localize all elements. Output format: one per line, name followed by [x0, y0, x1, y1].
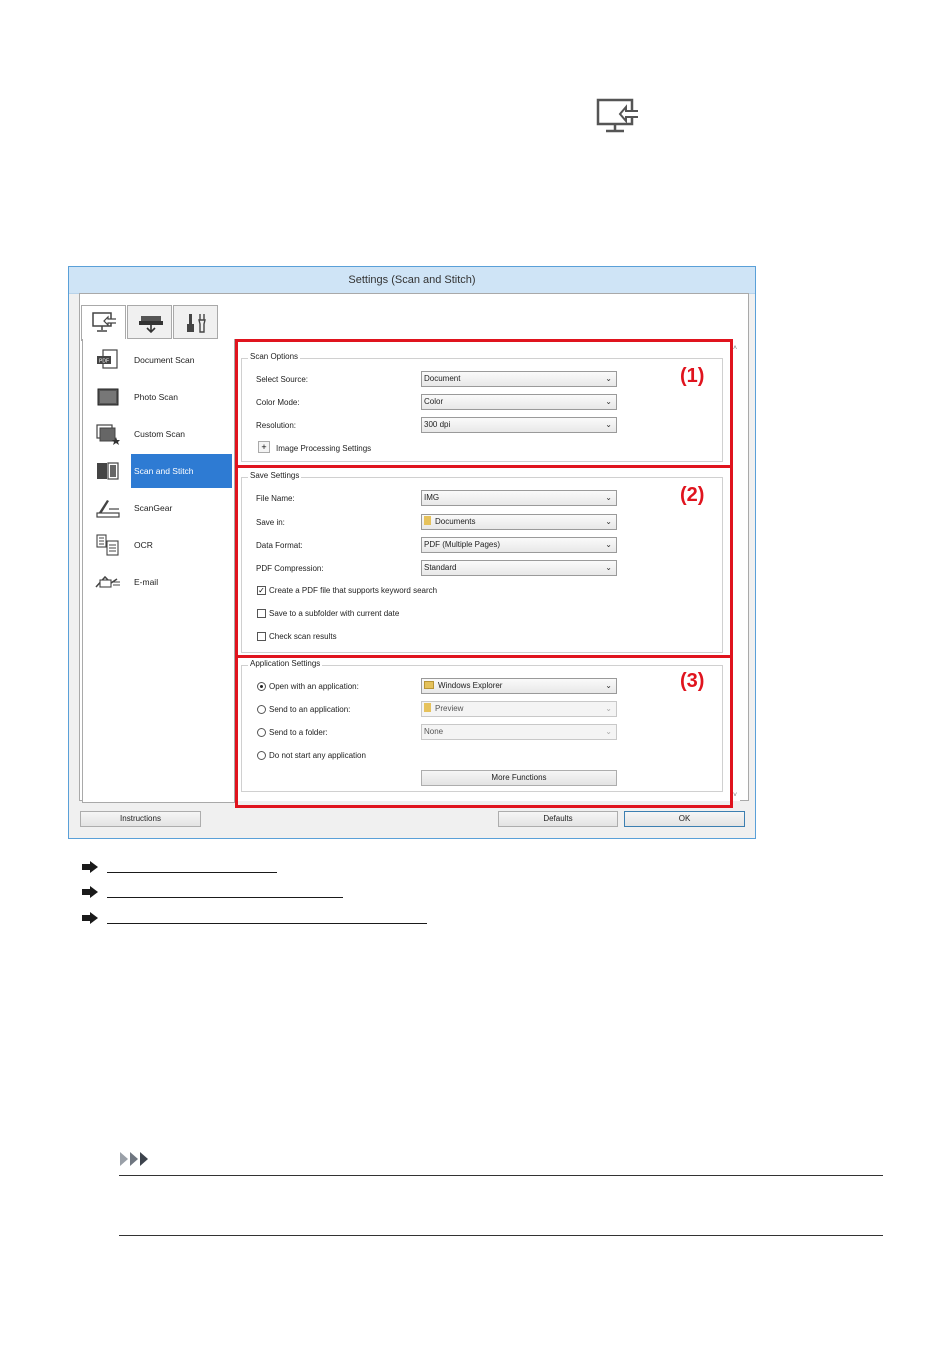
- save-in-label: Save in:: [256, 518, 285, 527]
- more-functions-button[interactable]: More Functions: [421, 770, 617, 786]
- instructions-button[interactable]: Instructions: [80, 811, 201, 827]
- ok-button[interactable]: OK: [624, 811, 745, 827]
- scroll-down-arrow[interactable]: ˅: [733, 792, 738, 799]
- chevron-down-icon: ⌄: [605, 420, 612, 429]
- scan-options-title: Scan Options: [250, 352, 299, 361]
- image-processing-label: Image Processing Settings: [276, 444, 372, 453]
- ocr-icon: [95, 534, 121, 556]
- sidebar-item-label: OCR: [134, 540, 153, 550]
- sidebar-item-label: Custom Scan: [134, 429, 186, 439]
- sidebar-item-custom-scan[interactable]: [83, 417, 235, 451]
- send-to-folder-label: Send to a folder:: [269, 728, 328, 737]
- callout-label-3: (3): [680, 670, 705, 692]
- chevron-down-icon: ⌄: [605, 727, 612, 736]
- select-source-label: Select Source:: [256, 375, 309, 384]
- data-format-label: Data Format:: [256, 541, 303, 550]
- chevron-down-icon: ⌄: [605, 540, 612, 549]
- open-with-application-label: Open with an application:: [269, 682, 359, 691]
- document-scan-icon: [95, 349, 121, 371]
- arrow-right-icon: [82, 861, 98, 873]
- link-underline[interactable]: [107, 897, 343, 898]
- scroll-up-arrow[interactable]: ˄: [733, 345, 738, 352]
- tab-scan-from-panel[interactable]: [127, 305, 172, 339]
- sidebar-item-photo-scan[interactable]: [83, 380, 235, 414]
- dialog-title: Settings (Scan and Stitch): [69, 267, 755, 294]
- sidebar-item-label: E-mail: [134, 577, 159, 587]
- general-settings-icon: [184, 312, 210, 334]
- callout-box-3: [235, 655, 733, 808]
- keyword-search-checkbox[interactable]: ✓: [258, 586, 265, 595]
- email-icon: [95, 571, 121, 593]
- link-underline[interactable]: [107, 872, 277, 873]
- data-format-value: PDF (Multiple Pages): [424, 540, 501, 549]
- scan-from-panel-icon: [138, 312, 164, 334]
- note-top-rule: [119, 1175, 883, 1176]
- send-application-value: Preview: [435, 704, 464, 713]
- sidebar-item-document-scan[interactable]: [83, 343, 235, 377]
- custom-scan-icon: [95, 423, 121, 445]
- settings-dialog: [68, 266, 756, 839]
- chevron-down-icon: ⌄: [605, 704, 612, 713]
- sidebar-item-scangear[interactable]: [83, 491, 235, 525]
- resolution-label: Resolution:: [256, 421, 297, 430]
- tab-general-settings[interactable]: [173, 305, 218, 339]
- open-application-value: Windows Explorer: [438, 681, 503, 690]
- pdf-compression-label: PDF Compression:: [256, 564, 324, 573]
- scan-from-computer-icon: [92, 312, 118, 334]
- subfolder-label: Save to a subfolder with current date: [269, 609, 400, 618]
- sidebar-item-scan-and-stitch[interactable]: [83, 454, 235, 488]
- application-settings-title: Application Settings: [250, 659, 321, 668]
- chevron-down-icon: ⌄: [605, 397, 612, 406]
- sidebar-item-email[interactable]: [83, 565, 235, 599]
- select-source-value: Document: [424, 374, 461, 383]
- scan-and-stitch-icon: [95, 460, 121, 482]
- chevron-down-icon: ⌄: [605, 563, 612, 572]
- scangear-icon: [95, 497, 121, 519]
- color-mode-value: Color: [424, 397, 444, 406]
- keyword-search-label: Create a PDF file that supports keyword search: [269, 586, 438, 595]
- pdf-compression-value: Standard: [424, 563, 457, 572]
- resolution-value: 300 dpi: [424, 420, 451, 429]
- sidebar-item-label: Scan and Stitch: [131, 454, 232, 488]
- sidebar-item-label: Photo Scan: [134, 392, 178, 402]
- send-to-application-label: Send to an application:: [269, 705, 351, 714]
- sidebar-item-label: Document Scan: [134, 355, 195, 365]
- do-not-start-label: Do not start any application: [269, 751, 366, 760]
- file-name-label: File Name:: [256, 494, 295, 503]
- scan-from-computer-icon: [596, 98, 642, 136]
- arrow-right-icon: [82, 886, 98, 898]
- chevron-down-icon: ⌄: [605, 493, 612, 502]
- sidebar-item-ocr[interactable]: [83, 528, 235, 562]
- link-underline[interactable]: [107, 923, 427, 924]
- callout-label-2: (2): [680, 484, 705, 506]
- color-mode-label: Color Mode:: [256, 398, 300, 407]
- sidebar-item-label: ScanGear: [134, 503, 173, 513]
- chevron-down-icon: ⌄: [605, 374, 612, 383]
- note-icon: [118, 1150, 162, 1168]
- scan-type-list: [82, 339, 235, 803]
- chevron-down-icon: ⌄: [605, 681, 612, 690]
- callout-label-1: (1): [680, 365, 705, 387]
- svg-text:PDF: PDF: [99, 358, 109, 365]
- chevron-down-icon: ⌄: [605, 517, 612, 526]
- check-scan-results-label: Check scan results: [269, 632, 337, 641]
- arrow-right-icon: [82, 912, 98, 924]
- callout-box-1: [235, 339, 733, 468]
- send-folder-value: None: [424, 727, 444, 736]
- file-name-value: IMG: [424, 493, 440, 502]
- save-settings-title: Save Settings: [250, 471, 300, 480]
- defaults-button[interactable]: Defaults: [498, 811, 618, 827]
- photo-scan-icon: [95, 386, 121, 408]
- note-bottom-rule: [119, 1235, 883, 1236]
- expand-image-processing-button[interactable]: +: [258, 441, 270, 453]
- save-in-value: Documents: [435, 517, 476, 526]
- tab-scan-from-computer[interactable]: [81, 305, 126, 341]
- callout-box-2: [235, 465, 733, 658]
